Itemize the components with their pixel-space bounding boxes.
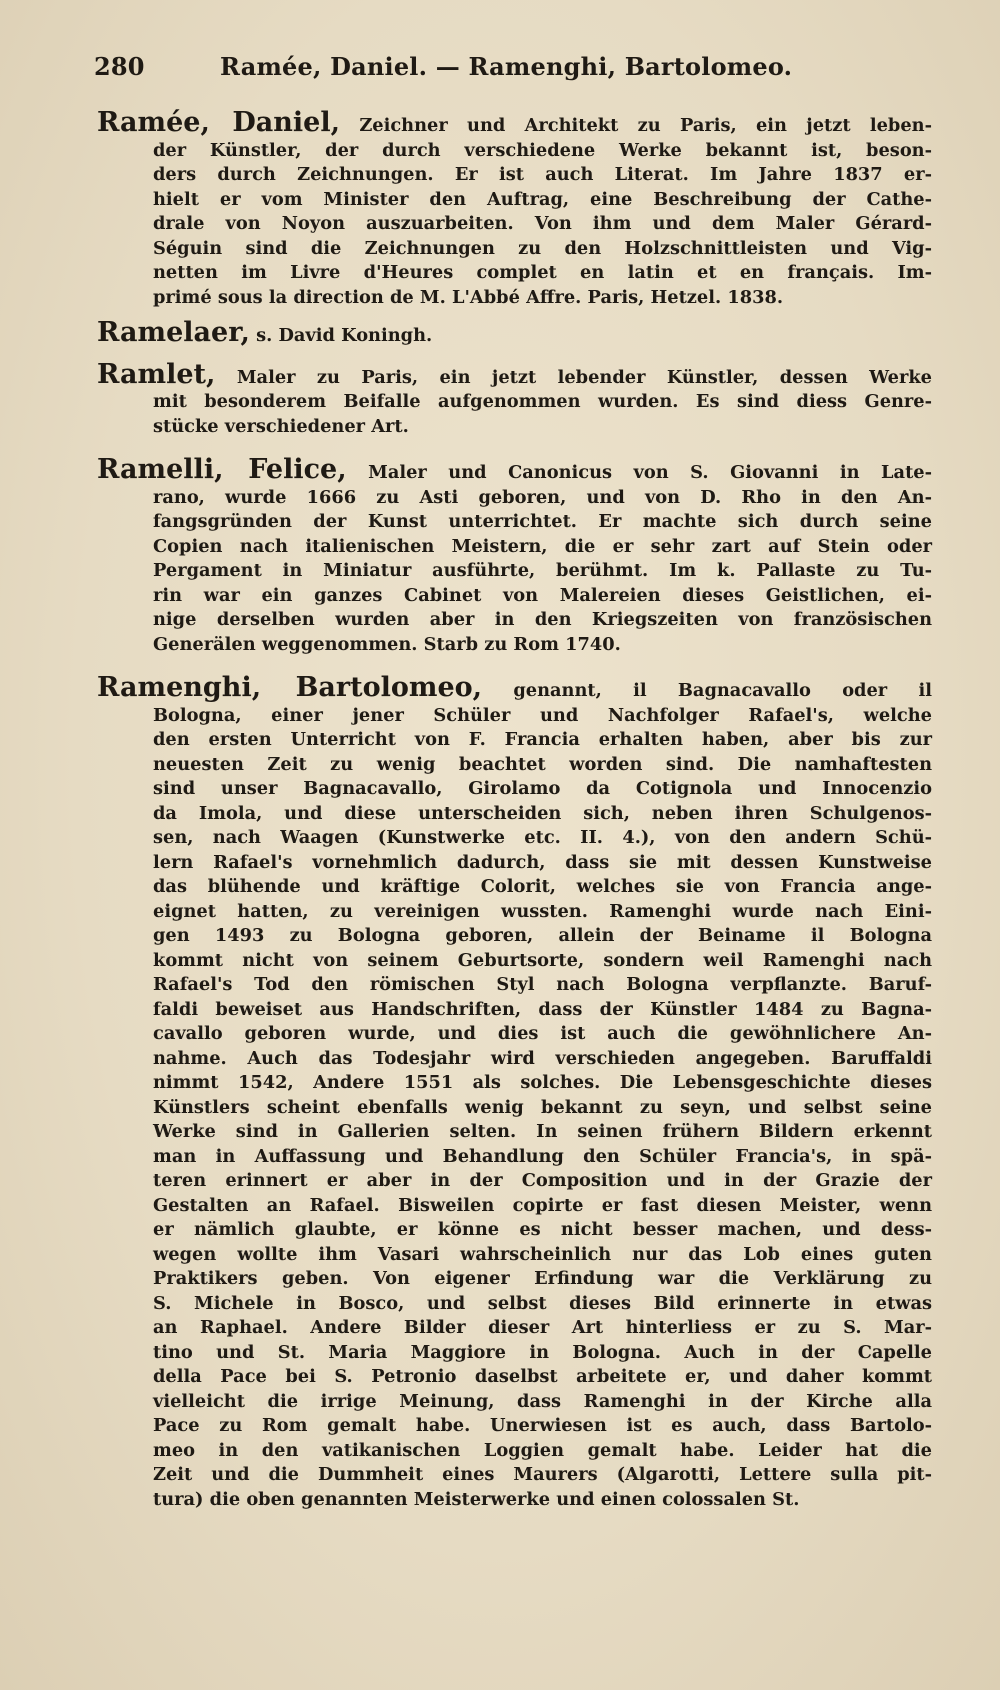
entry-line-text: rano, wurde 1666 zu Asti geboren, und von D. Rho in den An-: [153, 486, 932, 508]
entry-first-line: [97, 454, 932, 486]
entry-line: [153, 1218, 932, 1243]
entry-line-text: vielleicht die irrige Meinung, dass Ramenghi in der Kirche alla: [153, 1390, 932, 1412]
entry-line-text: kommt nicht von seinem Geburtsorte, sondern weil Ramenghi nach: [153, 949, 932, 971]
entry-line: [153, 584, 932, 609]
entry-line: [153, 704, 932, 729]
entry-line: [153, 510, 932, 535]
entry-line: [153, 1390, 932, 1415]
entry-line-text: der Künstler, der durch verschiedene Werke bekannt ist, beson-: [153, 139, 932, 161]
entry-line: [153, 1267, 932, 1292]
entry-line-text: gen 1493 zu Bologna geboren, allein der Beiname il Bologna: [153, 925, 932, 946]
entry-line-text: mit besonderem Beifalle aufgenommen wurden. Es sind diess Genre-: [153, 391, 932, 412]
entry-line-text: Bologna, einer jener Schüler und Nachfolger Rafael's, welche: [153, 704, 932, 726]
entry-line: [153, 826, 932, 851]
entry-line: [153, 949, 932, 974]
entry-line-text: primé sous la direction de M. L'Abbé Affre. Paris, Hetzel. 1838.: [153, 286, 784, 308]
entry-line: [153, 415, 932, 440]
entry-line: [153, 261, 932, 286]
entry-line-text: stücke verschiedener Art.: [153, 415, 409, 437]
entry-line-text: S. Michele in Bosco, und selbst dieses Bild erinnerte in etwas: [153, 1292, 932, 1314]
entry-line-text: sind unser Bagnacavallo, Girolamo da Cotignola und Innocenzio: [153, 778, 932, 799]
entry-line: [153, 900, 932, 925]
entry-line: [153, 998, 932, 1023]
entry-line-text: Gestalten an Rafael. Bisweilen copirte er fast diesen Meister, wenn: [153, 1194, 932, 1216]
entry-line: [153, 1071, 932, 1096]
entry-first-line: [97, 672, 932, 704]
entry-line-text: cavallo geboren wurde, und dies ist auch die gewöhnlichere An-: [153, 1023, 932, 1044]
entry-line-text: genannt, il Bagnacavallo oder il: [513, 680, 932, 701]
entry-line: [153, 1145, 932, 1170]
entry-lemma: Ramlet,: [97, 358, 216, 390]
entry-line-text: nimmt 1542, Andere 1551 als solches. Die Lebensgeschichte dieses: [153, 1072, 932, 1093]
entry-line: [153, 1169, 932, 1194]
entry-line-text: Pace zu Rom gemalt habe. Unerwiesen ist es auch, dass Bartolo-: [153, 1415, 932, 1436]
entry-line: [153, 286, 932, 311]
entry-line-text: tino und St. Maria Maggiore in Bologna. Auch in der Capelle: [153, 1341, 932, 1363]
entry-line-text: sen, nach Waagen (Kunstwerke etc. II. 4.), von den andern Schü-: [153, 827, 932, 848]
entry-line-text: della Pace bei S. Petronio daselbst arbeitete er, und daher kommt: [153, 1366, 932, 1387]
entry-line-text: Werke sind in Gallerien selten. In seinen frühern Bildern erkennt: [153, 1121, 932, 1142]
dictionary-entry: [97, 317, 932, 349]
page-header: [94, 52, 924, 92]
dictionary-entry: [97, 454, 932, 657]
entry-line: [153, 139, 932, 164]
entry-line-text: tura) die oben genannten Meisterwerke und einen colossalen St.: [153, 1488, 800, 1510]
entry-line-text: den ersten Unterricht von F. Francia erhalten haben, aber bis zur: [153, 729, 932, 750]
entry-line-text: das blühende und kräftige Colorit, welches sie von Francia ange-: [153, 876, 932, 897]
entry-line: [153, 851, 932, 876]
entry-line: [153, 728, 932, 753]
entry-line: [153, 753, 932, 778]
entry-first-line: [97, 317, 932, 349]
page-number: 280: [94, 52, 145, 81]
entry-line-text: wegen wollte ihm Vasari wahrscheinlich nur das Lob eines guten: [153, 1243, 932, 1265]
entry-line: [153, 1194, 932, 1219]
entry-first-line: [97, 358, 932, 391]
entry-line: [153, 777, 932, 802]
entry-line: [153, 1316, 932, 1341]
entry-line: [153, 1096, 932, 1121]
dictionary-entries: [97, 107, 932, 1512]
entry-line: [153, 1022, 932, 1047]
entry-line: [153, 633, 932, 658]
entry-line-text: Maler zu Paris, ein jetzt lebender Künstler, dessen Werke: [236, 366, 932, 388]
entry-line: [153, 1365, 932, 1390]
entry-line: [153, 212, 932, 237]
entry-lemma: Ramelli, Felice,: [97, 454, 347, 485]
entry-line: [153, 535, 932, 560]
entry-line-text: man in Auffassung und Behandlung den Schüler Francia's, in spä-: [153, 1145, 932, 1167]
entry-line: [153, 1488, 932, 1513]
entry-first-line: [97, 107, 932, 139]
entry-lemma: Ramenghi, Bartolomeo,: [97, 672, 483, 703]
entry-line-text: Generälen weggenommen. Starb zu Rom 1740.: [153, 633, 621, 655]
entry-line-text: ders durch Zeichnungen. Er ist auch Literat. Im Jahre 1837 er-: [153, 164, 932, 185]
entry-line: [153, 188, 932, 213]
entry-line-text: an Raphael. Andere Bilder dieser Art hinterliess er zu S. Mar-: [153, 1317, 932, 1338]
entry-lemma: Ramelaer,: [97, 317, 250, 348]
entry-line: [153, 1439, 932, 1464]
entry-line: [153, 1047, 932, 1072]
entry-line-text: nige derselben wurden aber in den Kriegszeiten von französischen: [153, 609, 932, 630]
entry-line: [153, 237, 932, 262]
entry-line-text: Praktikers geben. Von eigener Erfindung war die Verklärung zu: [153, 1268, 932, 1289]
entry-line-text: Zeit und die Dummheit eines Maurers (Algarotti, Lettere sulla pit-: [153, 1464, 932, 1485]
entry-line: [153, 973, 932, 998]
entry-line-text: er nämlich glaubte, er könne es nicht besser machen, und dess-: [153, 1219, 932, 1240]
entry-line-text: netten im Livre d'Heures complet en latin et en français. Im-: [153, 262, 932, 283]
entry-line: [153, 1292, 932, 1317]
entry-line-text: da Imola, und diese unterscheiden sich, neben ihren Schulgenos-: [153, 802, 932, 824]
entry-line-text: eignet hatten, zu vereinigen wussten. Ramenghi wurde nach Eini-: [153, 900, 932, 922]
entry-line: [153, 608, 932, 633]
entry-line: [153, 390, 932, 415]
entry-line-text: hielt er vom Minister den Auftrag, eine Beschreibung der Cathe-: [153, 188, 932, 210]
running-head: Ramée, Daniel. — Ramenghi, Bartolomeo.: [220, 52, 793, 81]
entry-line-text: Séguin sind die Zeichnungen zu den Holzschnittleisten und Vig-: [153, 237, 932, 259]
dictionary-entry: [97, 358, 932, 440]
dictionary-entry: [97, 107, 932, 310]
entry-line: [153, 875, 932, 900]
entry-line-text: Copien nach italienischen Meistern, die er sehr zart auf Stein oder: [153, 535, 932, 557]
entry-lemma: Ramée, Daniel,: [97, 107, 341, 138]
entry-line-text: neuesten Zeit zu wenig beachtet worden sind. Die namhaftesten: [153, 753, 932, 775]
entry-line-text: teren erinnert er aber in der Composition und in der Grazie der: [153, 1170, 932, 1191]
entry-line: [153, 1341, 932, 1366]
dictionary-entry: [97, 672, 932, 1512]
entry-line: [153, 1120, 932, 1145]
entry-line-text: Künstlers scheint ebenfalls wenig bekannt zu seyn, und selbst seine: [153, 1096, 932, 1118]
entry-line-text: faldi beweiset aus Handschriften, dass der Künstler 1484 zu Bagna-: [153, 998, 932, 1020]
entry-line: [153, 486, 932, 511]
entry-line: [153, 163, 932, 188]
entry-line: [153, 1243, 932, 1268]
entry-line-text: drale von Noyon auszuarbeiten. Von ihm und dem Maler Gérard-: [153, 213, 932, 234]
entry-line-text: lern Rafael's vornehmlich dadurch, dass sie mit dessen Kunstweise: [153, 851, 932, 873]
entry-line-text: Zeichner und Architekt zu Paris, ein jetzt leben-: [359, 115, 932, 136]
entry-line: [153, 1414, 932, 1439]
entry-line-text: Rafael's Tod den römischen Styl nach Bologna verpflanzte. Baruf-: [153, 974, 932, 995]
entry-line: [153, 1463, 932, 1488]
entry-line-text: meo in den vatikanischen Loggien gemalt habe. Leider hat die: [153, 1439, 932, 1461]
entry-line: [153, 924, 932, 949]
entry-line-text: rin war ein ganzes Cabinet von Malereien dieses Geistlichen, ei-: [153, 584, 932, 606]
entry-line-text: Pergament in Miniatur ausführte, berühmt. Im k. Pallaste zu Tu-: [153, 560, 932, 581]
entry-line-text: Maler und Canonicus von S. Giovanni in Late-: [368, 462, 932, 483]
entry-line: [153, 802, 932, 827]
entry-line-text: fangsgründen der Kunst unterrichtet. Er machte sich durch seine: [153, 511, 932, 532]
entry-line-text: s. David Koningh.: [256, 325, 433, 346]
entry-line-text: nahme. Auch das Todesjahr wird verschieden angegeben. Baruffaldi: [153, 1047, 932, 1069]
entry-line: [153, 559, 932, 584]
